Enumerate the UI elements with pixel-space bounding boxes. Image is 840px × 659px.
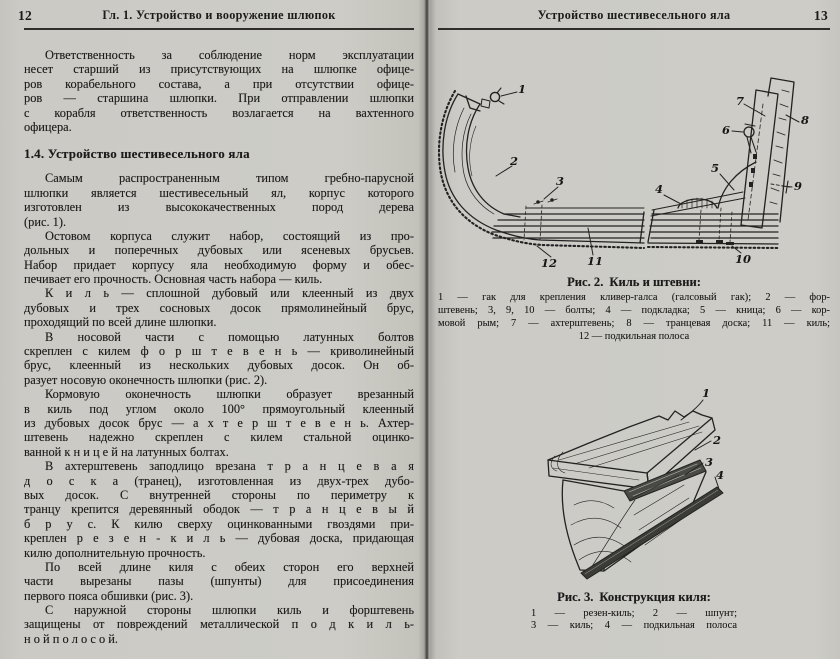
text-line: 3 — киль; 4 — подкильная полоса (531, 620, 737, 632)
figure3-callouts (702, 386, 724, 482)
figure2-callout-2: 2 (510, 154, 519, 168)
figure3-caption (438, 590, 830, 605)
text-line: защищены от повреждений металлической п о д к и л ь- (24, 617, 414, 632)
figure2-callout-7: 7 (736, 94, 745, 108)
text-line: С наружной стороны шлюпки киль и форштевень (45, 603, 414, 618)
text-line: первого пояса обшивки (рис. 3). (24, 588, 194, 603)
text-line: 12 — подкильная полоса (578, 330, 690, 342)
figure2-callout-4: 4 (655, 182, 664, 196)
figure2-callout-9: 9 (794, 179, 803, 193)
header-rule-left (24, 28, 414, 30)
section-heading-1-4: 1.4. Устройство шестивесельного яла (24, 146, 250, 162)
text-line: части вырезаны пазы (шпунты) для присоединения (24, 574, 414, 589)
text-line: транцу крепится деревянный ободок — т р а н ц е в ы й (24, 502, 414, 517)
text-line: изготовлен из высококачественных пород дерева (24, 200, 414, 215)
text-line: Набор придает корпусу яла необходимую форму и обес- (24, 257, 414, 272)
text-line: шлюпки является шестивесельный ял, корпус которого (24, 185, 414, 200)
running-header-left: Гл. 1. Устройство и вооружение шлюпок (102, 8, 336, 22)
figure3-callout-2: 2 (713, 432, 722, 447)
paragraph-akhtershteven (24, 387, 414, 459)
figure2-illustration (438, 56, 830, 271)
figure2-callout-1: 1 (518, 82, 527, 96)
figure2-callout-8: 8 (801, 113, 810, 127)
text-line: из дубовых досок брус — а х т е р ш т е в е н ь. Ахтер- (24, 415, 414, 430)
bow-stem-drawing (439, 88, 644, 248)
paragraph-shpunty (24, 560, 414, 603)
text-line: Ответственность за соблюдение норм эксплуатации (45, 48, 414, 62)
figure2-callouts (509, 82, 809, 270)
text-line: килю дополнительную прочность. (24, 545, 206, 560)
figure2-callout-6: 6 (722, 123, 731, 137)
text-line: дольных и поперечных дубовых или ясеневых брусьев. (24, 243, 414, 258)
text-line: К и л ь — сплошной дубовый или клеенный из двух (45, 286, 414, 301)
page-right-content (438, 8, 830, 633)
figure2-caption-title: Киль и штевни: (609, 275, 701, 289)
text-line: проходящий по всей длине шлюпки. (24, 315, 217, 330)
text-line: штевень надежно скреплен с килем стальной оцинко- (24, 430, 414, 445)
paragraph-kil (24, 286, 414, 329)
paragraph-podkilnaya (24, 603, 414, 646)
text-line: В ахтерштевень заподлицо врезана т р а н ц е в а я (45, 459, 414, 474)
text-line: креплен р е з е н - к и л ь — дубовая доска, придающая (24, 531, 414, 546)
figure2-caption-label: Рис. 2. (567, 275, 604, 289)
header-rule-right (438, 28, 830, 30)
text-line: печивает его прочность. Основная часть набора — киль. (24, 272, 323, 287)
figure3-callout-4: 4 (716, 467, 725, 482)
paragraph-tranets (24, 459, 414, 560)
text-line: в киль под углом около 100° прямоугольный клеенный (24, 401, 414, 416)
text-line: 1 — гак для крепления кливер-галса (галсовый гак); 2 — фор- (438, 292, 830, 303)
text-line: В носовой части с помощью латунных болтов (45, 329, 414, 344)
figure2-callout-12: 12 (541, 256, 558, 270)
paragraph-nabor (24, 229, 414, 287)
text-line: д о с к а (транец), изготовленная из двух-трех дубо- (24, 473, 414, 488)
running-header-right: Устройство шестивесельного яла (537, 8, 731, 22)
figure3-caption-label: Рис. 3. (557, 589, 594, 604)
text-line: ров — старшина шлюпки. При отправлении шлюпки (24, 91, 414, 106)
text-line: н о й п о л о с о й. (24, 631, 118, 646)
text-line: вых досок. С внутренней стороны по периметру к (24, 487, 414, 502)
figure3-callout-3: 3 (705, 454, 714, 469)
figure3-caption-title: Конструкция киля: (599, 589, 711, 604)
text-line: Остовом корпуса служит набор, состоящий из про- (45, 228, 414, 243)
figure3-legend (531, 608, 737, 634)
text-line: брус, клеенный из нескольких дубовых досок. Он об- (24, 358, 414, 373)
figure3-callout-1: 1 (702, 385, 711, 400)
binding-gutter (418, 0, 436, 659)
page-right (430, 0, 840, 659)
page-number-left: 12 (18, 8, 33, 23)
text-line: несет старший из присутствующих на шлюпке офице- (24, 62, 414, 77)
figure2-callout-10: 10 (735, 252, 752, 266)
paragraph-yal-intro (24, 171, 414, 229)
text-line: ров корабельного состава, а при отсутствии офице- (24, 76, 414, 91)
text-line: ванной к н и ц е й на латунных болтах. (24, 444, 229, 459)
text-line: штевень; 3, 9, 10 — болты; 4 — подкладка; 5 — кница; 6 — кор- (438, 304, 830, 316)
paragraph-forshteven (24, 330, 414, 388)
stern-post-drawing (648, 78, 794, 248)
figure2-callout-5: 5 (711, 161, 720, 175)
text-line: с корабля ответственность возлагается на вахтенного (24, 105, 414, 120)
figure2-callout-3: 3 (556, 174, 565, 188)
running-head-right (438, 8, 830, 28)
text-line: б р у с. К килю сверху оцинкованными гвоздями при- (24, 516, 414, 531)
figure2-legend (438, 292, 830, 344)
text-line: 1 — резен-киль; 2 — шпунт; (531, 607, 737, 619)
figure2-callout-11: 11 (587, 254, 604, 268)
text-line: Кормовую оконечность шлюпки образует врезанный (45, 387, 414, 402)
text-line: Самым распространенным типом гребно-парусной (45, 171, 414, 186)
text-line: По всей длине киля с обеих сторон его верхней (45, 559, 414, 574)
text-line: мовой рым; 7 — ахтерштевень; 8 — транцевая доска; 11 — киль; (438, 317, 830, 329)
text-line: дубовых и трех сосновых досок прямолинейный брус, (24, 300, 414, 315)
text-line: скреплен с килем ф о р ш т е в е н ь — криволинейный (24, 344, 414, 359)
figure3-illustration (529, 380, 739, 585)
shpunt-groove-drawing (624, 460, 706, 501)
paragraph-responsibility (24, 48, 414, 134)
page-left-content (18, 8, 414, 646)
running-head-left (18, 8, 414, 28)
text-line: (рис. 1). (24, 214, 67, 229)
text-line: разует носовую оконечность шлюпки (рис. 2). (24, 372, 268, 387)
podkilnaya-polosa-drawing (581, 487, 723, 579)
page-number-right: 13 (813, 8, 828, 23)
figure2-caption (438, 275, 830, 290)
text-line: офицера. (24, 119, 72, 134)
